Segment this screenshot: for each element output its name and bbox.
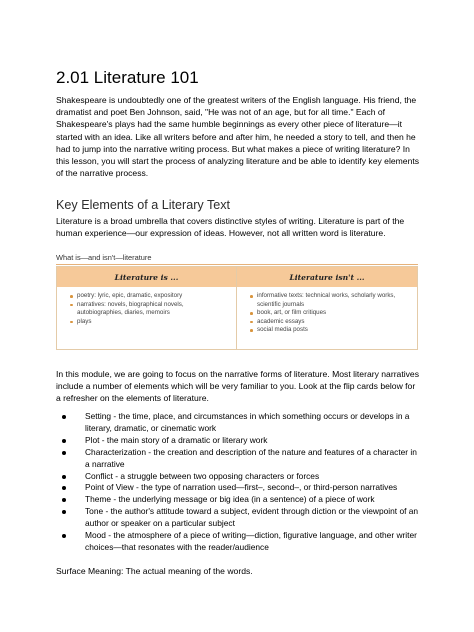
element-item — [56, 447, 422, 471]
element-item — [56, 435, 422, 447]
elements-list — [56, 411, 422, 554]
intro-paragraph: Shakespeare is undoubtedly one of the greatest writers of the English language. His friend, the dramatist and poet Ben Johnson, said, "He was not of an age, but for all time." Each of Shakespeare's plays had the same humble beginnings as every other piece of literature—it started with an idea. Like all writers before and after him, he needed a story to tell, and then he had to jump into the narrative writing process. But what makes a piece of writing literature? In this lesson, you will start the process of analyzing literature and be able to identify key elements of the narrative process. — [56, 95, 420, 179]
page-title: 2.01 Literature 101 — [56, 68, 199, 87]
figure-caption: What is—and isn't—literature — [56, 253, 418, 265]
element-item-text: Plot - the main story of a dramatic or literary work — [85, 434, 268, 445]
bullet-icon — [62, 415, 66, 419]
literature-is-item-text: poetry: lyric, epic, dramatic, expository — [77, 292, 183, 299]
column-is — [57, 287, 237, 349]
bullet-icon — [62, 498, 66, 502]
literature-isnt-item-text: informative texts: technical works, scholarly works, scientific journals — [257, 292, 396, 308]
literature-is-item — [73, 292, 230, 301]
column-header-is: Literature is ... — [57, 267, 237, 287]
element-item-text: Characterization - the creation and description of the nature and features of a character in a narrative — [85, 446, 417, 469]
literature-is-item-text: plays — [77, 317, 92, 325]
section-paragraph: Literature is a broad umbrella that covers distinctive styles of writing. Literature is part of the human experience—our expression of ideas. However, not all written word is literature. — [56, 216, 405, 239]
bullet-icon — [62, 534, 66, 538]
column-header-isnt: Literature isn't ... — [237, 267, 417, 287]
literature-is-item-text: narratives: novels, biographical novels, autobiographies, diaries, memoirs — [77, 300, 184, 317]
literature-isnt-list — [245, 292, 411, 335]
element-item-text: Theme - the underlying message or big idea (in a sentence) of a piece of work — [85, 494, 375, 505]
section-heading: Key Elements of a Literary Text — [56, 198, 231, 212]
element-item — [56, 411, 422, 435]
element-item — [56, 506, 422, 530]
literature-isnt-item — [253, 292, 411, 309]
literature-isnt-item — [253, 326, 411, 335]
element-item — [56, 482, 422, 494]
literature-isnt-item-text: book, art, or film critiques — [257, 309, 327, 317]
bullet-icon — [62, 451, 66, 455]
surface-meaning: Surface Meaning: The actual meaning of the words. — [56, 566, 253, 576]
element-item — [56, 471, 422, 483]
literature-isnt-item-text: social media posts — [257, 326, 308, 334]
element-item-text: Setting - the time, place, and circumstances in which something occurs or develops in a literary, dramatic, or cinematic work — [85, 411, 410, 433]
element-item-text: Mood - the atmosphere of a piece of writing—diction, figurative language, and other writer choices—that resonates with the reader/audience — [85, 530, 417, 552]
column-isnt — [237, 287, 417, 349]
element-item-text: Conflict - a struggle between two opposing characters or forces — [85, 470, 320, 481]
element-item — [56, 494, 422, 506]
bullet-icon — [62, 510, 66, 514]
element-item — [56, 530, 422, 554]
literature-is-list — [65, 292, 230, 326]
literature-is-item — [73, 318, 230, 327]
literature-isnt-item — [253, 309, 411, 318]
element-item-text: Point of View - the type of narration used—first–, second–, or third-person narratives — [85, 482, 398, 493]
bullet-icon — [62, 439, 66, 443]
literature-isnt-item — [253, 318, 411, 327]
element-item-text: Tone - the author's attitude toward a subject, evident through diction or the viewpoint of an author or speaker on a particular subject — [85, 506, 419, 529]
literature-is-item — [73, 301, 230, 318]
literature-isnt-item-text: academic essays — [257, 317, 305, 325]
module-paragraph: In this module, we are going to focus on the narrative forms of literature. Most literary narratives include a number of elements which will be very familiar to you. Look at the flip cards below for a refresher on the elements of literature. — [56, 369, 420, 404]
bullet-icon — [62, 475, 66, 479]
literature-comparison-table — [56, 266, 418, 350]
bullet-icon — [62, 486, 66, 490]
